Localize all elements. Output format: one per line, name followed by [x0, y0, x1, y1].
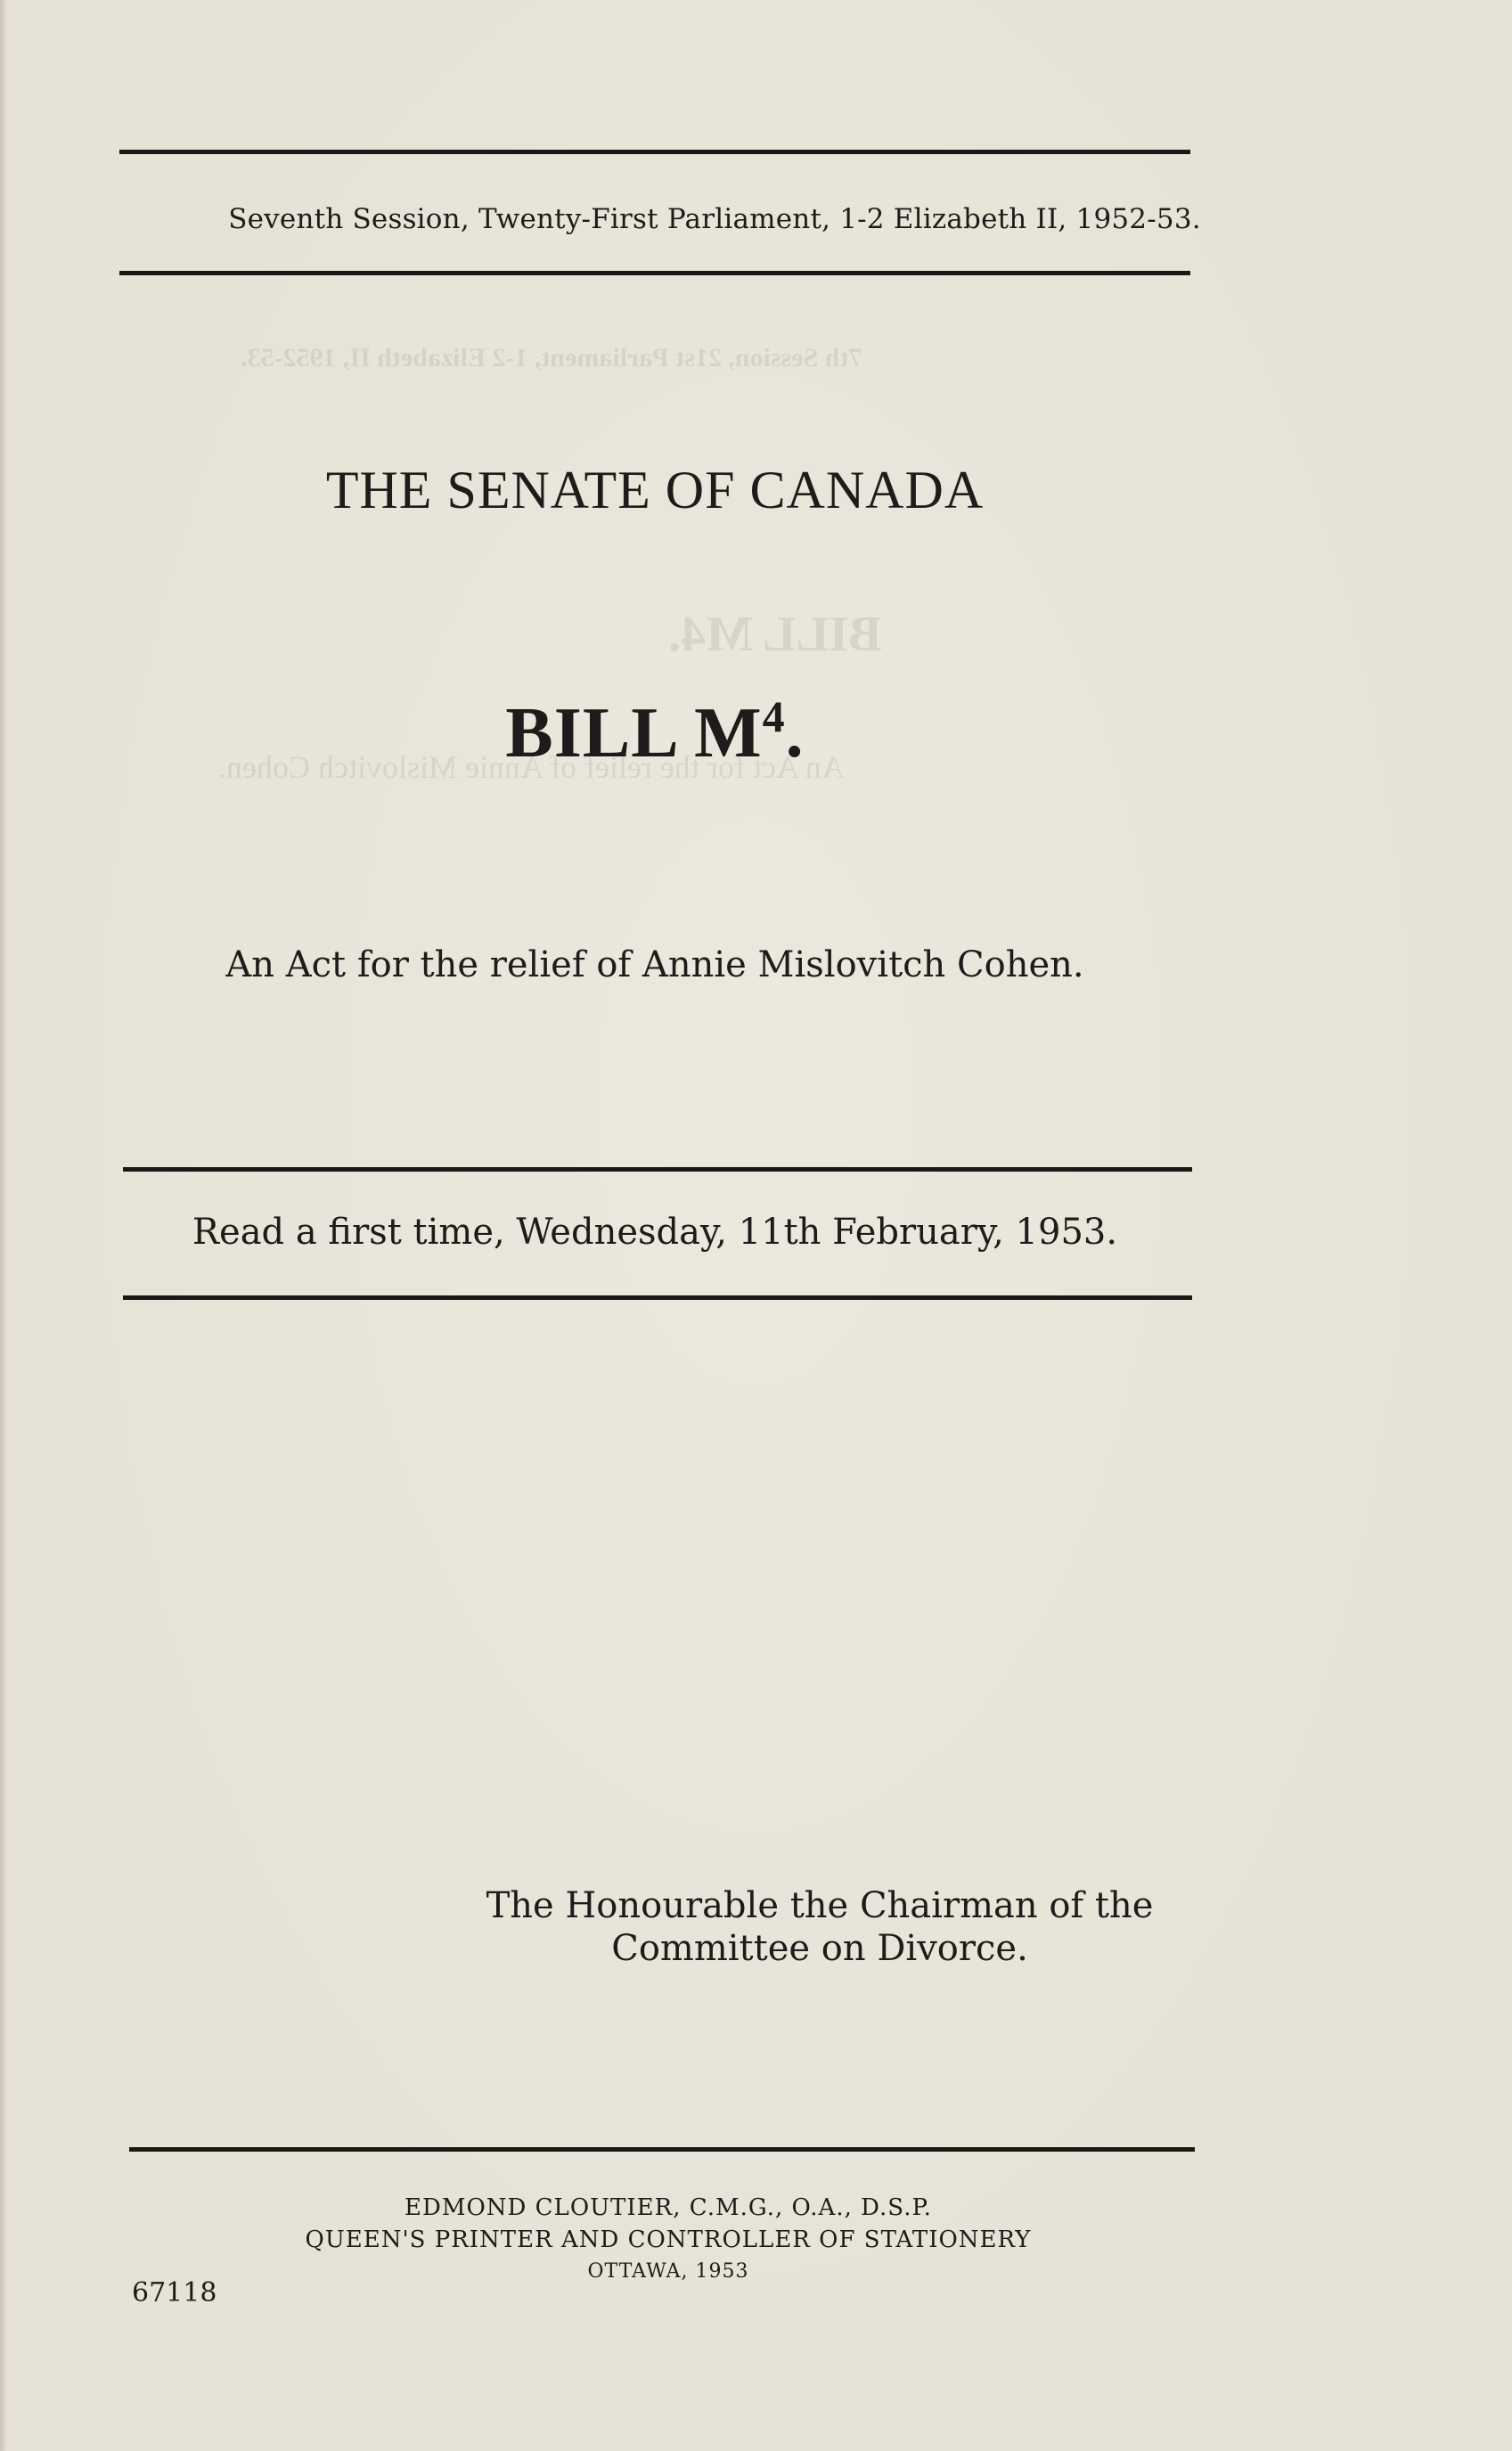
chamber-title: THE SENATE OF CANADA	[325, 461, 985, 519]
first-reading-line: Read a first time, Wednesday, 11th February, 1953.	[192, 1212, 1118, 1253]
session-line: Seventh Session, Twenty-First Parliament, 1-2 Elizabeth II, 1952-53.	[228, 203, 1201, 235]
sponsor-line-1: The Honourable the Chairman of the	[486, 1885, 1154, 1926]
footer-rule	[129, 2147, 1195, 2152]
top-rule-upper	[119, 150, 1190, 154]
printer-line-2: QUEEN'S PRINTER AND CONTROLLER OF STATIONERY	[305, 2226, 1032, 2253]
bill-superscript: 4	[762, 691, 786, 741]
printer-imprint	[223, 2192, 1114, 2288]
document-number: 67118	[132, 2277, 217, 2308]
page-edge-shadow	[0, 0, 7, 2451]
reading-rule-upper	[123, 1167, 1192, 1172]
bill-number	[119, 693, 1190, 774]
bleed-through-heading: 7th Session, 21st Parliament, 1-2 Elizabeth II, 1952-53.	[241, 343, 862, 372]
bill-suffix: .	[785, 694, 805, 772]
bleed-through-bill: BILL M4.	[668, 607, 882, 662]
reading-rule-lower	[123, 1295, 1192, 1300]
sponsor-block	[428, 1884, 1212, 1970]
top-rule-lower	[119, 271, 1190, 275]
act-title: An Act for the relief of Annie Mislovitch Cohen.	[225, 944, 1084, 985]
printer-line-1: EDMOND CLOUTIER, C.M.G., O.A., D.S.P.	[405, 2194, 932, 2221]
bill-prefix: BILL M	[505, 694, 763, 772]
printer-line-3: OTTAWA, 1953	[587, 2260, 749, 2283]
bleed-through-body: An Act for the relief of Annie Mislovitch Cohen.	[218, 749, 845, 785]
sponsor-line-2: Committee on Divorce.	[611, 1928, 1028, 1969]
